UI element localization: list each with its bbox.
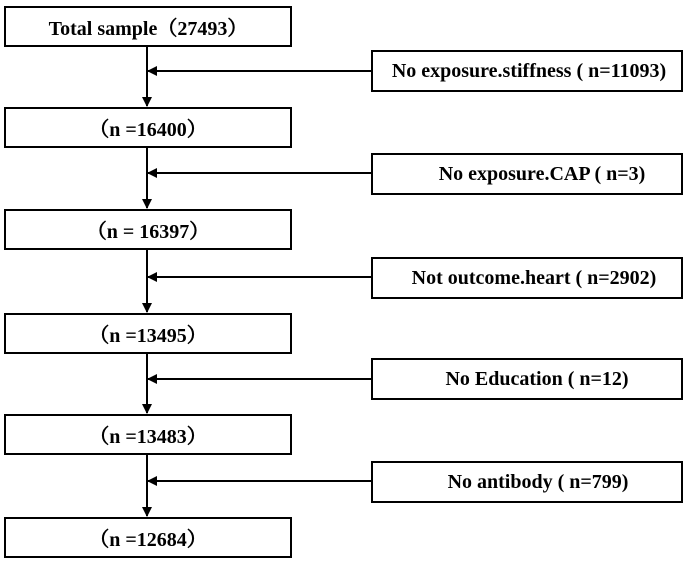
step-count-label: （n = 16397） xyxy=(86,221,210,243)
step-box-3 xyxy=(4,313,292,354)
exclusion-label: No exposure.stiffness ( n=11093) xyxy=(391,59,667,82)
exclusion-label: Not outcome.heart ( n=2902) xyxy=(411,266,657,289)
exclusion-box-stiffness xyxy=(371,50,683,92)
step-box-2 xyxy=(4,209,292,250)
exclusion-box-heart xyxy=(371,257,683,299)
step-box-4 xyxy=(4,414,292,455)
exclusion-box-antibody xyxy=(371,461,683,503)
step-count-label: （n =13483） xyxy=(89,426,207,448)
step-count-label: （n =13495） xyxy=(89,325,207,347)
exclusion-box-cap xyxy=(371,153,683,195)
exclusion-box-education xyxy=(371,358,683,400)
exclusion-label: No Education ( n=12) xyxy=(445,367,629,390)
final-sample-box xyxy=(4,517,292,558)
exclusion-label: No antibody ( n=799) xyxy=(447,470,629,493)
final-count-label: （n =12684） xyxy=(89,529,207,551)
exclusion-label: No exposure.CAP ( n=3) xyxy=(438,162,646,185)
total-sample-label: Total sample（27493） xyxy=(48,18,248,40)
step-count-label: （n =16400） xyxy=(89,119,207,141)
step-box-1 xyxy=(4,107,292,148)
total-sample-box xyxy=(4,6,292,47)
